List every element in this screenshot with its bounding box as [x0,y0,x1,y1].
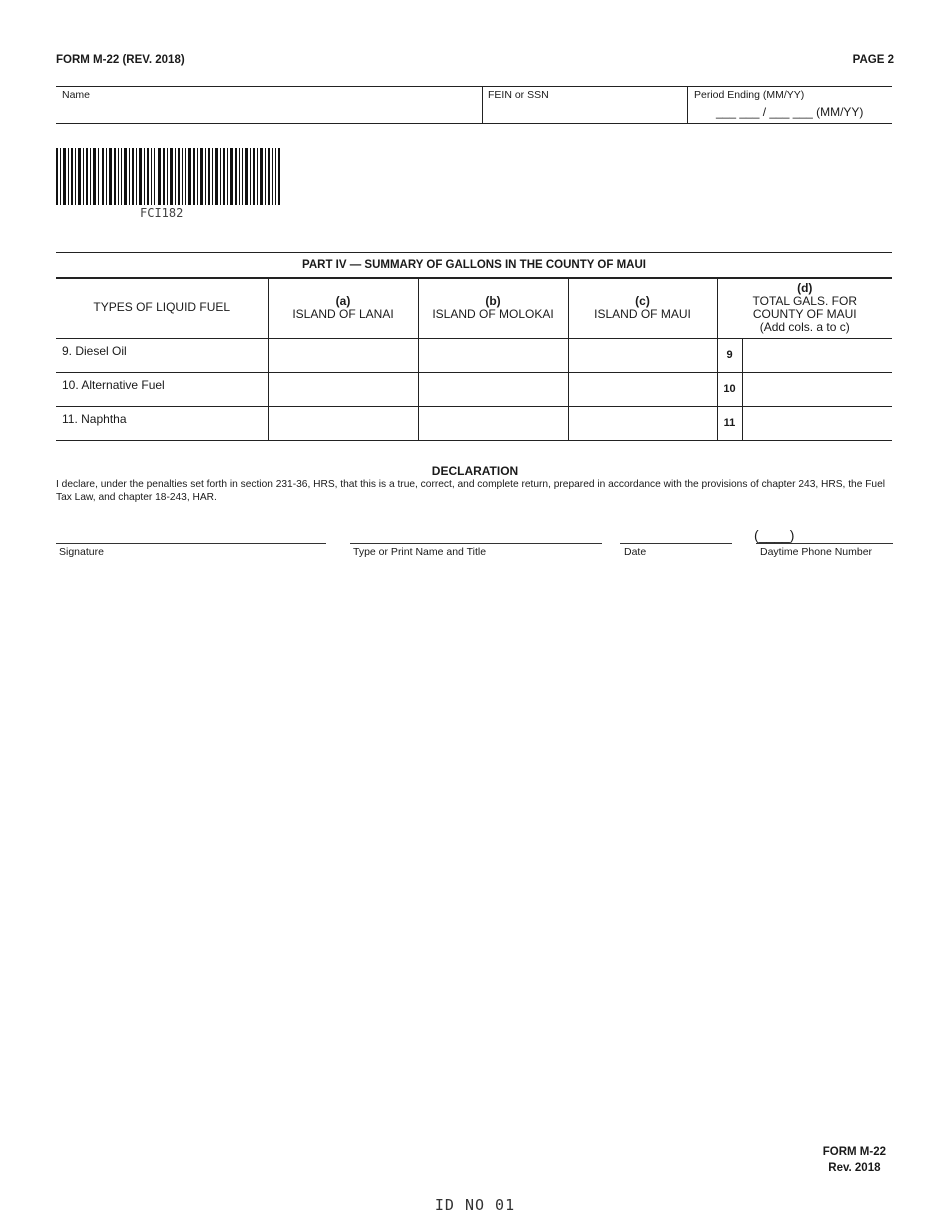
cell-diesel-total[interactable] [742,338,892,372]
footer-form-id [823,1144,886,1176]
cell-diesel-lanai[interactable] [268,338,418,372]
col-types-label: TYPES OF LIQUID FUEL [93,300,231,315]
date-label: Date [624,546,647,558]
line-number: 10 [717,372,742,406]
date-line[interactable] [620,543,732,544]
page-number: PAGE 2 [852,54,894,66]
part4-header-row [56,278,892,338]
col-a-header [268,278,418,338]
cell-alternative-total[interactable] [742,372,892,406]
col-d-line1: TOTAL GALS. FOR [752,293,857,308]
cell-diesel-maui[interactable] [568,338,717,372]
name-label: Name [62,89,91,101]
col-b-header [418,278,568,338]
row-label-naphtha: 11. Naphtha [56,406,268,440]
row-label-diesel: 9. Diesel Oil [56,338,268,372]
part4-title: PART IV — SUMMARY OF GALLONS IN THE COUNTY OF MAUI [56,252,892,279]
cell-alternative-molokai[interactable] [418,372,568,406]
phone-area-code: (____) [754,527,795,543]
col-b-label: ISLAND OF MOLOKAI [432,306,554,321]
cell-naphtha-lanai[interactable] [268,406,418,440]
barcode-text: FCI182 [140,206,184,220]
period-label: Period Ending (MM/YY) [694,89,805,101]
col-c-letter: (c) [635,293,650,308]
taxpayer-info-row [56,86,892,124]
col-d-header [717,278,892,338]
cell-naphtha-molokai[interactable] [418,406,568,440]
part4-table [56,278,892,441]
declaration-text: I declare, under the penalties set forth in section 231-36, HRS, that this is a true, correct, and complete return, prepared in accordance with the provisions of chapter 243, HRS, the Fuel Tax Law, and chapter 18-243, HAR. [56,479,886,503]
line-number: 11 [717,406,742,440]
cell-naphtha-total[interactable] [742,406,892,440]
period-ending-field[interactable] [688,87,892,123]
barcode [56,148,280,205]
col-c-header [568,278,717,338]
table-row [56,338,892,372]
col-c-label: ISLAND OF MAUI [594,306,691,321]
name-field[interactable] [56,87,483,123]
footer-rev: Rev. 2018 [828,1162,881,1174]
row-label-alternative: 10. Alternative Fuel [56,372,268,406]
name-title-label: Type or Print Name and Title [353,546,487,558]
footer-form: FORM M-22 [822,1146,886,1158]
signature-label: Signature [59,546,104,558]
name-title-line[interactable] [350,543,602,544]
fein-field[interactable] [482,87,688,123]
col-d-letter: (d) [797,280,813,295]
declaration-title: DECLARATION [431,464,519,478]
phone-label: Daytime Phone Number [760,546,873,558]
col-d-line3: (Add cols. a to c) [759,319,850,334]
cell-naphtha-maui[interactable] [568,406,717,440]
cell-alternative-lanai[interactable] [268,372,418,406]
line-number: 9 [717,338,742,372]
cell-alternative-maui[interactable] [568,372,717,406]
col-b-letter: (b) [485,293,501,308]
signature-line[interactable] [56,543,326,544]
footer-id-no: ID NO 01 [434,1196,516,1214]
cell-diesel-molokai[interactable] [418,338,568,372]
form-id-header: FORM M-22 (REV. 2018) [56,54,185,66]
col-a-letter: (a) [335,293,351,308]
col-types-header [56,278,268,338]
phone-line[interactable] [756,543,893,544]
table-row [56,372,892,406]
col-a-label: ISLAND OF LANAI [292,306,394,321]
period-value: ___ ___ / ___ ___ (MM/YY) [716,105,864,119]
table-row [56,406,892,440]
fein-label: FEIN or SSN [488,89,549,101]
col-d-line2: COUNTY OF MAUI [752,306,857,321]
